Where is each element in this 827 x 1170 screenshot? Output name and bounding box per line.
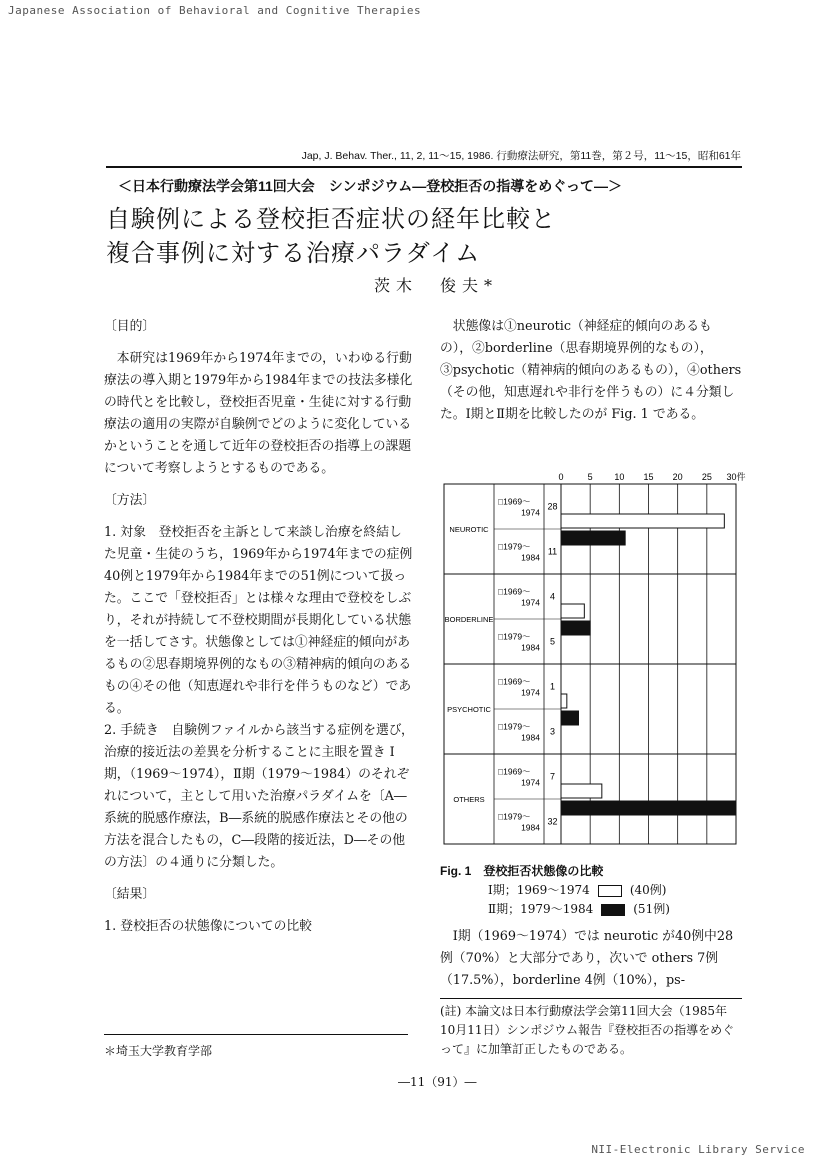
state-classification-paragraph: 状態像は①neurotic（神経症的傾向のあるもの），②borderline（思春期境界例的なもの），③psychotic（精神病的傾向のあるもの），④others（その他，知恵遅れや非行を伴うもの）に４分類した。Ⅰ期とⅡ期を比較したのが Fig. 1 である。 [440, 319, 742, 422]
category-label: NEUROTIC [449, 525, 489, 534]
left-column [104, 316, 414, 938]
period-label-start: □1969～ [498, 766, 531, 777]
count-label: 1 [549, 681, 556, 692]
period-label-end: 1984 [521, 822, 540, 833]
footer-service: NII-Electronic Library Service [591, 1143, 805, 1156]
figure-1-chart [440, 470, 746, 860]
x-tick-label: 0 [558, 472, 564, 482]
footnote-rule [104, 1034, 408, 1035]
period-label-end: 1984 [521, 642, 540, 653]
period-label-start: □1969～ [498, 676, 531, 687]
legend-entry-period1 [440, 881, 740, 900]
bar-neurotic-series2 [561, 531, 625, 545]
legend-label-period1: Ⅰ期；1969～1974 [488, 883, 590, 897]
bar-psychotic-series1 [561, 694, 567, 708]
figure-caption [440, 862, 740, 919]
bar-borderline-series2 [561, 621, 590, 635]
period-label-start: □1979～ [498, 541, 531, 552]
period-label-end: 1974 [521, 507, 540, 518]
session-title: ＜日本行動療法学会第11回大会 シンポジウム―登校拒否の指導をめぐって―＞ [118, 178, 623, 194]
category-label: PSYCHOTIC [447, 705, 491, 714]
note-rule [440, 998, 742, 999]
x-tick-label: 10 [614, 472, 625, 482]
count-label: 11 [547, 546, 558, 557]
right-column-top [440, 316, 742, 426]
category-label: OTHERS [453, 795, 485, 804]
legend-swatch-black [601, 904, 625, 916]
bar-others-series1 [561, 784, 602, 798]
period-label-start: □1979～ [498, 721, 531, 732]
author-name: 茨木 俊夫* [374, 276, 499, 295]
figure-caption-title: Fig. 1 登校拒否状態像の比較 [440, 864, 604, 878]
bar-others-series2 [561, 801, 736, 815]
legend-swatch-white [598, 885, 622, 897]
count-label: 3 [549, 726, 556, 737]
legend-count-period1: (40例) [629, 883, 667, 897]
heading-purpose: 〔目的〕 [104, 319, 156, 334]
author-affiliation-footnote: ＊埼玉大学教育学部 [104, 1044, 213, 1058]
right-column-bottom [440, 926, 742, 992]
result-subheading: 1. 登校拒否の状態像についての比較 [104, 919, 312, 934]
period-label-start: □1969～ [498, 496, 531, 507]
citation-line: Jap, J. Behav. Ther., 11, 2, 11～15, 1986. 行動療法研究，第11巻，第２号，11～15，昭和61年 [301, 150, 741, 162]
chart-root [444, 471, 746, 844]
legend-count-period2: (51例) [633, 902, 670, 916]
editorial-note: (註) 本論文は日本行動療法学会第11回大会（1985年10月11日）シンポジウム報告『登校拒否の指導をめぐって』に加筆訂正したものである。 [440, 1004, 735, 1056]
journal-header: Japanese Association of Behavioral and Cognitive Therapies [8, 4, 422, 17]
count-label: 4 [549, 591, 556, 602]
header-rule [106, 166, 742, 168]
x-tick-label: 30件 [726, 472, 746, 482]
period-label-end: 1974 [521, 777, 540, 788]
legend-entry-period2 [440, 900, 740, 919]
period-label-end: 1984 [521, 732, 540, 743]
period-label-start: □1979～ [498, 631, 531, 642]
method-subject-paragraph: 1. 対象 登校拒否を主訴として来談し治療を終結した児童・生徒のうち，1969年から1974年までの症例40例と1979年から1984年までの51例について扱った。ここで「登校拒否」とは様々な理由で登校をしぶり，それが持続して不登校期間が長期化している状態を一括してさす。状態像としては①神経症的傾向があるもの②思春期境界例的なもの③精神病的傾向のあるもの④その他（知恵遅れや非行を伴うものなど）である。 [104, 525, 413, 716]
bar-borderline-series1 [561, 604, 584, 618]
count-label: 28 [547, 501, 558, 512]
result-paragraph: Ⅰ期（1969～1974）では neurotic が40例中28例（70%）と大部分であり，次いで others 7例（17.5%），borderline 4例（10%），ps- [440, 929, 734, 988]
period-label-start: □1979～ [498, 811, 531, 822]
paper-title-line1: 自験例による登校拒否症状の経年比較と [106, 205, 556, 233]
x-tick-label: 5 [587, 472, 593, 482]
period-label-start: □1969～ [498, 586, 531, 597]
x-tick-label: 25 [701, 472, 712, 482]
method-procedure-paragraph: 2. 手続き 自験例ファイルから該当する症例を選び，治療的接近法の差異を分析することに主眼を置き Ⅰ期，（1969～1974），Ⅱ期（1979～1984）のそれぞれについて，主として用いた治療パラダイムを〔A―系統的脱感作療法，B―系統的脱感作療法とその他の方法を混合したもの，C―段階的接近法，D―その他の方法〕の４通りに分類した。 [104, 723, 414, 870]
x-tick-label: 15 [643, 472, 654, 482]
category-label: BORDERLINE [444, 615, 494, 624]
x-tick-label: 20 [672, 472, 683, 482]
purpose-paragraph: 本研究は1969年から1974年までの，いわゆる行動療法の導入期と1979年から1984年までの技法多様化の時代とを比較し，登校拒否児童・生徒に対する行動療法の適用の実際が自験例でどのように変化しているかということを通して近年の登校拒否の指導上の課題について考察しようとするものである。 [104, 351, 413, 476]
bar-neurotic-series1 [561, 514, 724, 528]
period-label-end: 1974 [521, 597, 540, 608]
paper-title-line2: 複合事例に対する治療パラダイム [106, 239, 481, 267]
heading-result: 〔結果〕 [104, 887, 156, 902]
count-label: 32 [547, 816, 558, 827]
heading-method: 〔方法〕 [104, 493, 156, 508]
bar-psychotic-series2 [561, 711, 579, 725]
count-label: 7 [549, 771, 556, 782]
page-number: ―11（91）― [398, 1075, 477, 1089]
period-label-end: 1984 [521, 552, 540, 563]
legend-label-period2: Ⅱ期；1979～1984 [488, 902, 594, 916]
period-label-end: 1974 [521, 687, 540, 698]
count-label: 5 [549, 636, 556, 647]
